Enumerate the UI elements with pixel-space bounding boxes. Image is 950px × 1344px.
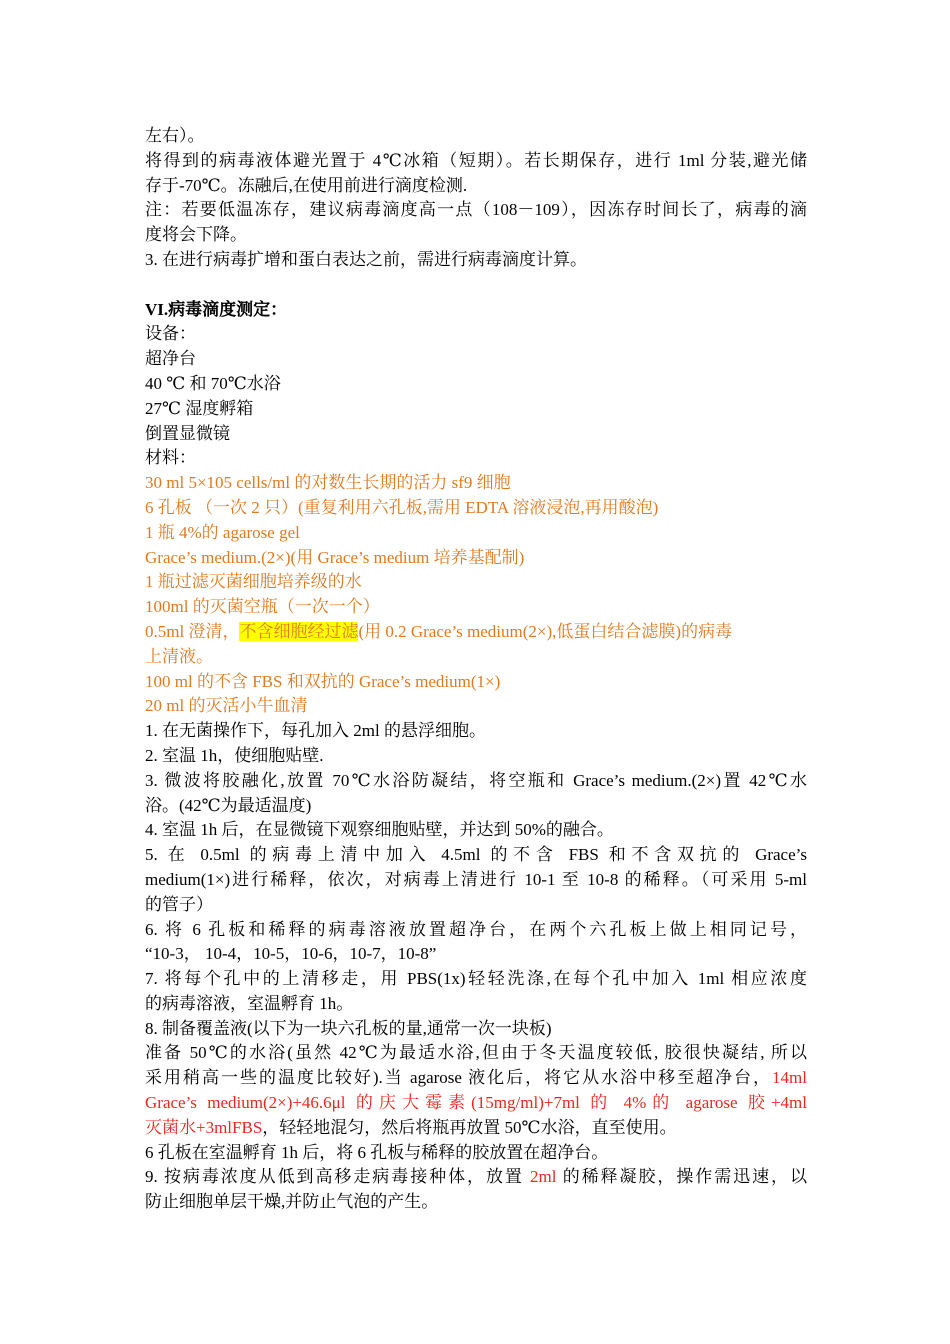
step-line (145, 1165, 807, 1190)
material-item: 20 ml 的灭活小牛血清 (145, 696, 308, 716)
text-segment: (用 0.2 Grace’s medium(2×),低蛋白结合滤膜)的病毒 (358, 621, 733, 641)
step-line (145, 1116, 807, 1141)
text-line: 注：若要低温冻存，建议病毒滴度高一点（108－109），因冻存时间长了，病毒的滴 (145, 200, 807, 220)
material-item: 上清液。 (145, 646, 213, 666)
text-line: 将得到的病毒液体避光置于 4℃冰箱（短期）。若长期保存，进行 1ml 分装,避光储 (145, 150, 807, 170)
document-page (145, 124, 807, 1215)
material-item: 100 ml 的不含 FBS 和双抗的 Grace’s medium(1×) (145, 671, 501, 691)
step-line: 的病毒溶液，室温孵育 1h。 (145, 993, 354, 1013)
text-segment: 的稀释凝胶，操作需迅速，以 (556, 1167, 807, 1187)
step-line: Grace’s medium(2×)+46.6μl 的庆大霉素(15mg/ml)+7ml 的 4%的 agarose 胶+4ml (145, 1093, 807, 1113)
red-text: 灭菌水+3mlFBS (145, 1117, 263, 1137)
red-text: 14ml (772, 1068, 807, 1088)
step-line: 防止细胞单层干燥,并防止气泡的产生。 (145, 1192, 439, 1212)
text-line: 3. 在进行病毒扩增和蛋白表达之前，需进行病毒滴度计算。 (145, 249, 587, 269)
highlighted-text: 不含细胞经过滤 (239, 621, 359, 641)
material-item: Grace’s medium.(2×)(用 Grace’s medium 培养基配制) (145, 547, 525, 567)
text-line: 40 ℃ 和 70℃水浴 (145, 373, 281, 393)
material-item: 100ml 的灭菌空瓶（一次一个） (145, 597, 380, 617)
step-line: 5. 在 0.5ml 的病毒上清中加入 4.5ml 的不含 FBS 和不含双抗的 Grace’s (145, 845, 807, 865)
text-segment: 9. 按病毒浓度从低到高移走病毒接种体，放置 (145, 1167, 531, 1187)
text-line: 倒置显微镜 (145, 423, 230, 443)
text-line: 27℃ 湿度孵箱 (145, 398, 254, 418)
step-line: “10-3， 10-4，10-5，10-6，10-7，10-8” (145, 944, 437, 964)
text-segment: 采用稍高一些的温度比较好).当 agarose 液化后，将它从水浴中移至超净台， (145, 1068, 773, 1088)
text-segment: 0.5ml 澄清， (145, 621, 240, 641)
section-heading: VI.病毒滴度测定： (145, 299, 288, 319)
red-text: 2ml (530, 1167, 557, 1187)
material-item (145, 620, 807, 645)
step-line: 4. 室温 1h 后，在显微镜下观察细胞贴壁，并达到 50%的融合。 (145, 820, 614, 840)
step-line: 7. 将每个孔中的上清移走，用 PBS(1x)轻轻洗涤,在每个孔中加入 1ml 相应浓度 (145, 969, 807, 989)
material-item: 6 孔板 （一次 2 只）(重复利用六孔板,需用 EDTA 溶液浸泡,再用酸泡) (145, 497, 659, 517)
text-line: 材料： (145, 448, 196, 468)
text-segment: ，轻轻地混匀，然后将瓶再放置 50℃水浴，直至使用。 (262, 1117, 677, 1137)
step-line: 2. 室温 1h，使细胞贴壁. (145, 745, 324, 765)
blank-line (145, 273, 807, 298)
step-line (145, 1066, 807, 1091)
step-line: medium(1×)进行稀释，依次，对病毒上清进行 10-1 至 10-8 的稀释。（可采用 5-ml (145, 869, 807, 889)
step-line: 3. 微波将胶融化,放置 70℃水浴防凝结，将空瓶和 Grace’s medium.(2×)置 42℃水 (145, 770, 807, 790)
step-line: 准备 50℃的水浴(虽然 42℃为最适水浴,但由于冬天温度较低, 胶很快凝结, 所以 (145, 1043, 807, 1063)
text-line: 超净台 (145, 349, 196, 369)
text-line: 存于-70℃。冻融后,在使用前进行滴度检测. (145, 175, 468, 195)
text-line: 左右）。 (145, 126, 205, 145)
text-line: 度将会下降。 (145, 225, 247, 245)
step-line: 1. 在无菌操作下，每孔加入 2ml 的悬浮细胞。 (145, 721, 486, 741)
step-line: 的管子） (145, 894, 213, 914)
material-item: 1 瓶 4%的 agarose gel (145, 522, 300, 542)
step-line: 8. 制备覆盖液(以下为一块六孔板的量,通常一次一块板) (145, 1018, 552, 1038)
text-line: 设备： (145, 324, 196, 344)
step-line: 浴。(42℃为最适温度) (145, 795, 312, 815)
material-item: 30 ml 5×105 cells/ml 的对数生长期的活力 sf9 细胞 (145, 473, 511, 493)
step-line: 6. 将 6 孔板和稀释的病毒溶液放置超净台，在两个六孔板上做上相同记号， (145, 919, 807, 939)
material-item: 1 瓶过滤灭菌细胞培养级的水 (145, 572, 362, 592)
step-line: 6 孔板在室温孵育 1h 后，将 6 孔板与稀释的胶放置在超净台。 (145, 1142, 609, 1162)
